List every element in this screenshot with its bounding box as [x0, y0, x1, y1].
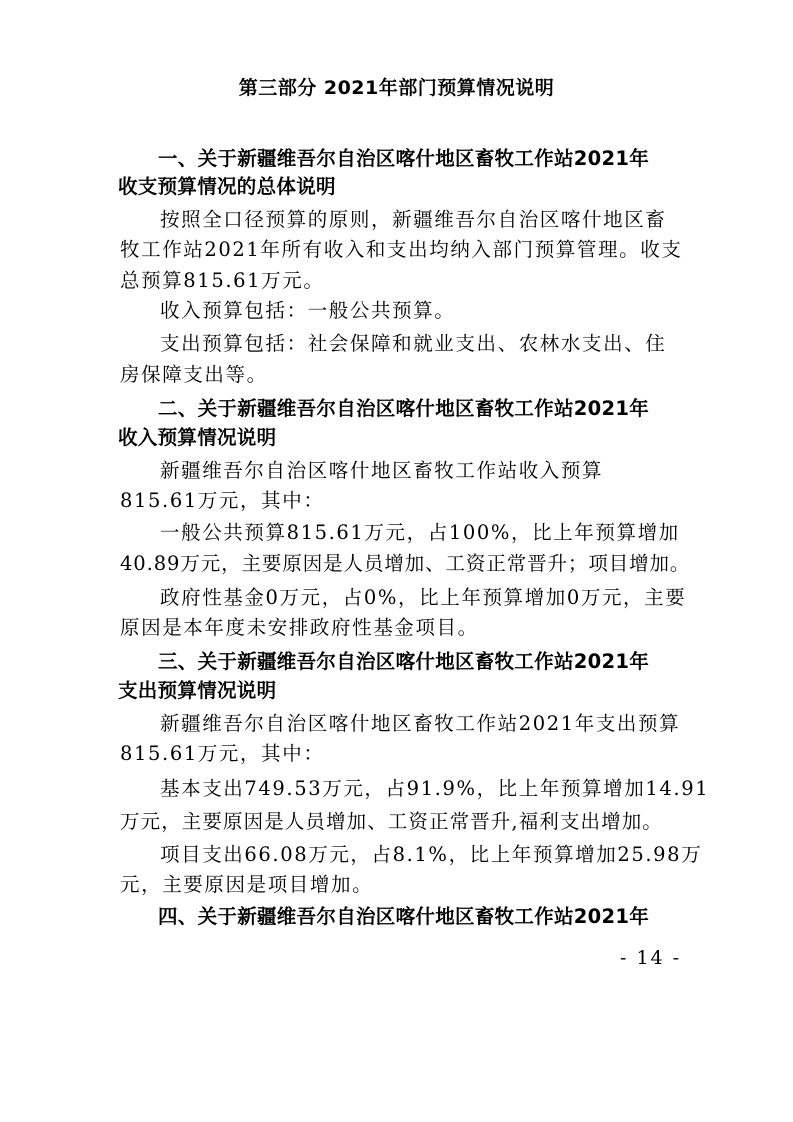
section-2-heading-line-2: 收入预算情况说明 [118, 426, 277, 449]
section-3-paragraph-2-line-2: 万元，主要原因是人员增加、工资正常晋升,福利支出增加。 [120, 810, 663, 833]
section-1-heading-line-1: 一、关于新疆维吾尔自治区喀什地区畜牧工作站2021年 [158, 147, 650, 170]
section-3-paragraph-1-line-2: 815.61万元，其中： [120, 742, 325, 765]
section-1-paragraph-1-line-3: 总预算815.61万元。 [120, 269, 325, 292]
section-2-paragraph-3-line-2: 原因是本年度未安排政府性基金项目。 [120, 616, 479, 639]
section-3-heading-line-1: 三、关于新疆维吾尔自治区喀什地区畜牧工作站2021年 [158, 650, 650, 673]
section-4-heading-line-1: 四、关于新疆维吾尔自治区喀什地区畜牧工作站2021年 [158, 905, 650, 928]
section-2-paragraph-3-line-1: 政府性基金0万元，占0%，比上年预算增加0万元，主要 [160, 586, 687, 609]
section-1-heading-line-2: 收支预算情况的总体说明 [118, 175, 336, 198]
section-2-heading-line-1: 二、关于新疆维吾尔自治区喀什地区畜牧工作站2021年 [158, 397, 650, 420]
section-3-paragraph-3-line-1: 项目支出66.08万元，占8.1%，比上年预算增加25.98万 [160, 843, 703, 866]
section-3-heading-line-2: 支出预算情况说明 [118, 679, 277, 702]
section-2-paragraph-1-line-2: 815.61万元，其中： [120, 489, 325, 512]
section-3-paragraph-2-line-1: 基本支出749.53万元，占91.9%，比上年预算增加14.91 [160, 777, 710, 800]
section-1-paragraph-2-line-1: 收入预算包括：一般公共预算。 [160, 299, 456, 322]
page-number: - 14 - [620, 947, 682, 969]
page-title: 第三部分 2021年部门预算情况说明 [238, 77, 555, 99]
section-3-paragraph-3-line-2: 元，主要原因是项目增加。 [120, 873, 374, 896]
section-1-paragraph-3-line-1: 支出预算包括：社会保障和就业支出、农林水支出、住 [160, 332, 667, 355]
section-1-paragraph-1-line-1: 按照全口径预算的原则，新疆维吾尔自治区喀什地区畜 [160, 208, 667, 231]
section-2-paragraph-2-line-2: 40.89万元，主要原因是人员增加、工资正常晋升；项目增加。 [120, 552, 691, 575]
section-2-paragraph-2-line-1: 一般公共预算815.61万元，占100%，比上年预算增加 [160, 521, 680, 544]
section-2-paragraph-1-line-1: 新疆维吾尔自治区喀什地区畜牧工作站收入预算 [160, 459, 604, 482]
section-3-paragraph-1-line-1: 新疆维吾尔自治区喀什地区畜牧工作站2021年支出预算 [160, 712, 681, 735]
section-1-paragraph-1-line-2: 牧工作站2021年所有收入和支出均纳入部门预算管理。收支 [120, 238, 683, 261]
section-1-paragraph-3-line-2: 房保障支出等。 [120, 363, 268, 386]
